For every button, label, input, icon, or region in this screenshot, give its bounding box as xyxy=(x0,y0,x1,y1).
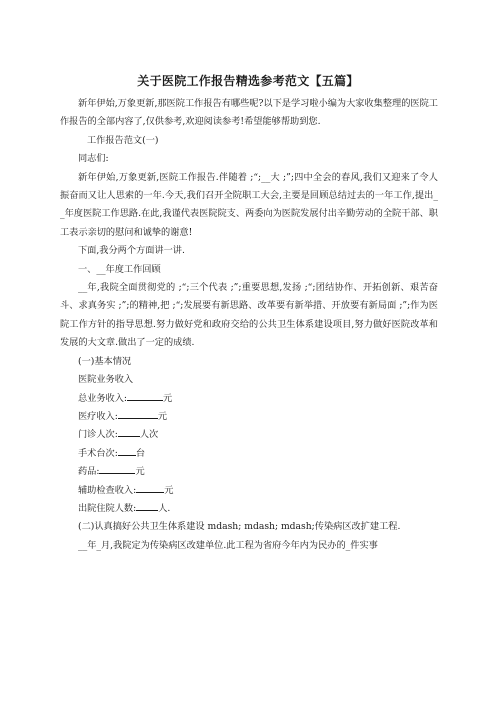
paragraph-2: 下面,我分两个方面讲一讲. xyxy=(78,245,185,257)
stat-label: 手术台次: xyxy=(78,447,118,459)
stat-line xyxy=(60,482,438,500)
document-title: 关于医院工作报告精选参考范文【五篇】 xyxy=(137,74,359,88)
paragraph-4-line-1: (二)认真搞好公共卫生体系建设 mdash; mdash; mdash;传染病区改扩建工程. xyxy=(78,521,401,533)
income-heading: 医院业务收入 xyxy=(78,374,134,386)
greeting: 同志们: xyxy=(78,153,109,165)
document-body xyxy=(60,95,438,555)
stat-line xyxy=(60,408,438,426)
paragraph-4-line-2: __年_月,我院定为传染病区改建单位.此工程为省府今年内为民办的_件实事 xyxy=(78,539,378,551)
fill-blank xyxy=(136,483,164,493)
stat-unit: 元 xyxy=(164,484,174,496)
fill-blank xyxy=(127,391,163,401)
stat-line xyxy=(60,463,438,481)
stat-label: 总业务收入: xyxy=(78,392,128,404)
stat-line xyxy=(60,445,438,463)
fill-blank xyxy=(99,464,135,474)
stat-unit: 人. xyxy=(158,502,171,514)
paragraph-3: __年,我院全面贯彻党的 ;“;三个代表 ;”;重要思想,发扬 ;“;团结协作、开拓创新、艰苦奋斗、求真务实 ;”;的精神,把 ;“;发展要有新思路、改革要有新举措、开放要有新局面 ;”;作为医院工作方针的指导思想.努力做好党和政府交给的公共卫生体系建设项目,努力做好医院改革和发展的大文章.做出了一定的成绩. xyxy=(60,282,438,349)
heading-review: 一、__年度工作回顾 xyxy=(78,263,161,275)
stat-line xyxy=(60,426,438,444)
fill-blank xyxy=(118,409,158,419)
stat-label: 出院住院人数: xyxy=(78,502,137,514)
stat-label: 辅助检查收入: xyxy=(78,484,137,496)
stat-label: 药品: xyxy=(78,466,100,478)
fill-blank xyxy=(118,446,136,456)
fill-blank xyxy=(136,501,158,511)
fill-blank xyxy=(118,427,140,437)
stat-unit: 元 xyxy=(163,392,173,404)
stat-unit: 人次 xyxy=(139,429,159,441)
stat-line xyxy=(60,500,438,518)
sub-heading-basic: (一)基本情况 xyxy=(78,355,132,367)
section-heading: 工作报告范文(一) xyxy=(87,134,159,146)
stat-label: 医疗收入: xyxy=(78,410,118,422)
stat-label: 门诊人次: xyxy=(78,429,118,441)
stat-line xyxy=(60,390,438,408)
intro-paragraph: 新年伊始,万象更新,那医院工作报告有哪些呢?以下是学习啦小编为大家收集整理的医院工作报告的全部内容了,仅供参考,欢迎阅读参考!希望能够帮助到您. xyxy=(60,98,438,128)
paragraph-1: 新年伊始,万象更新,医院工作报告.伴随着 ;“;__大 ;”;四中全会的春风,我们又迎来了令人振奋而又让人思索的一年.今天,我们召开全院职工大会,主要是回顾总结过去的一年工作,提出__年度医院工作思路.在此,我谨代表医院院支、两委向为医院发展付出辛勤劳动的全院干部、职工表示亲切的慰问和诚挚的谢意! xyxy=(60,171,438,238)
stat-unit: 元 xyxy=(157,410,168,422)
stat-unit: 台 xyxy=(135,447,146,459)
stat-unit: 元 xyxy=(135,466,145,478)
